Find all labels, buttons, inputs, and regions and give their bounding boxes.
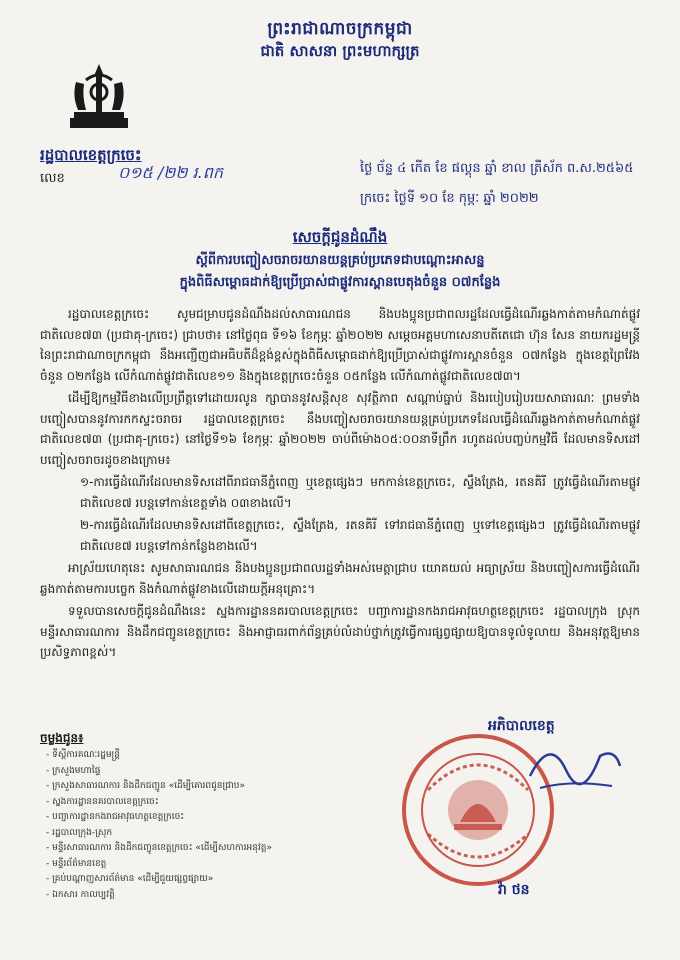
notice-subject-detail: ក្នុងពិធីសម្ពោធដាក់ឱ្យប្រើប្រាស់ជាផ្លូវការស្ពានបេតុងចំនួន ០៧កន្លែង (179, 275, 501, 290)
reference-number: ០១៥ /២២ រ.ពក (118, 163, 224, 182)
reference-label: លេខ (40, 171, 65, 186)
list-item: - បញ្ជាការដ្ឋានកងរាជអាវុធហត្ថខេត្តក្រចេះ (46, 810, 306, 826)
detour-item: ២-ការធ្វើដំណើរដែលមានទិសដៅពីខេត្តក្រចេះ, ស្ទឹងត្រែង, រតនគិរី ទៅរាជធានីភ្នំពេញ ឬទៅខេត្តផ្សេងៗ ត្រូវធ្វើដំណើរតាមផ្លូវជាតិលេខ៧ របន្តទៅកាន់កន្លែងខាងលើ។ (80, 518, 640, 553)
solar-date: ក្រចេះ ថ្ងៃទី ១០ ខែ កុម្ភៈ ឆ្នាំ ២០២២ (360, 191, 539, 206)
body-paragraph: អាស្រ័យហេតុនេះ សូមសាធារណជន និងបងប្អូនប្រជាពលរដ្ឋទាំងអស់មេត្តាជ្រាប យោគយល់ អធ្យាស្រ័យ និងបញ្ចៀសការធ្វើដំណើរឆ្លងកាត់តាមការបច្ចេក និងកំណាត់ផ្លូវខាងលើដោយក្តីអនុគ្រោះ។ (40, 561, 640, 596)
lunar-date: ថ្ងៃ ច័ន្ទ ៤ កើត ខែ ផល្គុន ឆ្នាំ ខាល ត្រីស័ក ព.ស.២៥៦៥ (360, 161, 634, 176)
list-item: - ឯកសារ កាលប្បវត្តិ (46, 888, 306, 904)
notice-title: សេចក្តីជូនដំណឹង (292, 228, 388, 246)
list-item: - មន្ទីរសាធារណការ និងដឹកជញ្ជូនខេត្តក្រចេះ «ដើម្បីសហការអនុវត្ត» (46, 841, 306, 857)
notice-body (40, 304, 640, 665)
list-item: - ទីស្តីការគណៈរដ្ឋមន្ត្រី (46, 748, 306, 764)
kingdom-heading: ព្រះរាជាណាចក្រកម្ពុជា (267, 19, 413, 39)
notice-subject: ស្តីពីការបញ្ចៀសចរាចរយានយន្តគ្រប់ប្រភេទជាបណ្តោះអាសន្ន (195, 253, 485, 268)
list-item: - រដ្ឋបាលក្រុង-ស្រុក (46, 826, 306, 842)
detour-item: ១-ការធ្វើដំណើរដែលមានទិសដៅពីរាជធានីភ្នំពេញ ឬខេត្តផ្សេងៗ មកកាន់ខេត្តក្រចេះ, ស្ទឹងត្រែង, រតនគិរី ត្រូវធ្វើដំណើរតាមផ្លូវជាតិលេខ៧ របន្តទៅកាន់ខេត្តទាំង ០៣ខាងលើ។ (80, 475, 640, 510)
cc-heading: ចម្លងជូន៖ (40, 731, 84, 745)
body-paragraph: ដើម្បីឱ្យកម្មវិធីខាងលើប្រព្រឹត្តទៅដោយរលូន ក្សាបាននូវសន្តិសុខ សុវត្ថិភាព សណ្តាប់ធ្នាប់ និងរបៀបរៀបរយសាធារណៈ ព្រមទាំងបញ្ចៀសបាននូវការកកស្ទះចរាចរ រដ្ឋបាលខេត្តក្រចេះ នឹងបញ្ចៀសចរាចរយានយន្តគ្រប់ប្រភេទដែលធ្វើដំណើរឆ្លងកាត់តាមកំណាត់ផ្លូវជាតិលេខ៧៣ (ប្រជាគុ-ក្រចេះ) នៅថ្ងៃទី១៦ ខែកុម្ភៈ ឆ្នាំ២០២២ ចាប់ពីម៉ោង០៥:០០នាទីព្រឹក រហូតដល់បញ្ចប់កម្មវិធី ដែលមានទិសដៅបញ្ចៀសចរាចរដូចខាងក្រោម៖ (40, 391, 640, 467)
signatory-title: អភិបាលខេត្ត (488, 718, 555, 734)
body-paragraph: រដ្ឋបាលខេត្តក្រចេះ សូមជម្រាបជូនដំណឹងដល់សាធារណជន និងបងប្អូនប្រជាពលរដ្ឋដែលធ្វើដំណើរឆ្លងកាត់តាមកំណាត់ផ្លូវជាតិលេខ៧៣ (ប្រជាគុ-ក្រចេះ) ជ្រាបថា៖ នៅថ្ងៃពុធ ទី១៦ ខែកុម្ភៈ ឆ្នាំ២០២២ សម្តេចអគ្គមហាសេនាបតីតេជោ ហ៊ុន សែន នាយករដ្ឋមន្ត្រី នៃព្រះរាជាណាចក្រកម្ពុជា នឹងអញ្ជើញជាអធិបតីដ៏ខ្ពង់ខ្ពស់ក្នុងពិធីសម្ពោធដាក់ឱ្យប្រើប្រាស់ជាផ្លូវការស្ពានចំនួន ០៧កន្លែង ក្នុងខេត្តព្រៃវែងចំនួន ០២កន្លែង លើកំណាត់ផ្លូវជាតិលេខ១១ និងក្នុងខេត្តក្រចេះចំនួន ០៥កន្លែង លើកំណាត់ផ្លូវជាតិលេខ៧៣។ (40, 307, 640, 383)
cc-list (46, 748, 306, 903)
list-item: - គ្រប់បណ្តាញសារព័ត៌មាន «ដើម្បីជួយផ្សព្វផ្សាយ» (46, 872, 306, 888)
royal-crest-icon (64, 62, 134, 134)
list-item: - ក្រសួងមហាផ្ទៃ (46, 764, 306, 780)
signatory-name: វ៉ា ថន (498, 882, 530, 898)
body-paragraph: ទទួលបានសេចក្តីជូនដំណឹងនេះ ស្នងការដ្ឋាននគរបាលខេត្តក្រចេះ បញ្ជាការដ្ឋានកងរាជអាវុធហត្ថខេត្តក្រចេះ រដ្ឋបាលក្រុង ស្រុក មន្ទីរសាធារណការ និងដឹកជញ្ជូនខេត្តក្រចេះ និងអាជ្ញាធរពាក់ព័ន្ធគ្រប់លំដាប់ថ្នាក់ត្រូវធ្វើការផ្សព្វផ្សាយឱ្យបានទូលំទូលាយ និងអនុវត្តឱ្យមានប្រសិទ្ធភាពខ្ពស់។ (40, 604, 640, 659)
issuing-authority: រដ្ឋបាលខេត្តក្រចេះ (40, 146, 142, 164)
national-motto: ជាតិ សាសនា ព្រះមហាក្សត្រ (260, 42, 420, 60)
signature-icon (520, 726, 630, 806)
list-item: - មន្ទីរព័ត៌មានខេត្ត (46, 857, 306, 873)
list-item: - ក្រសួងសាធារណការ និងដឹកជញ្ជូន «ដើម្បីគោរពជូនជ្រាប» (46, 779, 306, 795)
list-item: - ស្នងការដ្ឋាននគរបាលខេត្តក្រចេះ (46, 795, 306, 811)
